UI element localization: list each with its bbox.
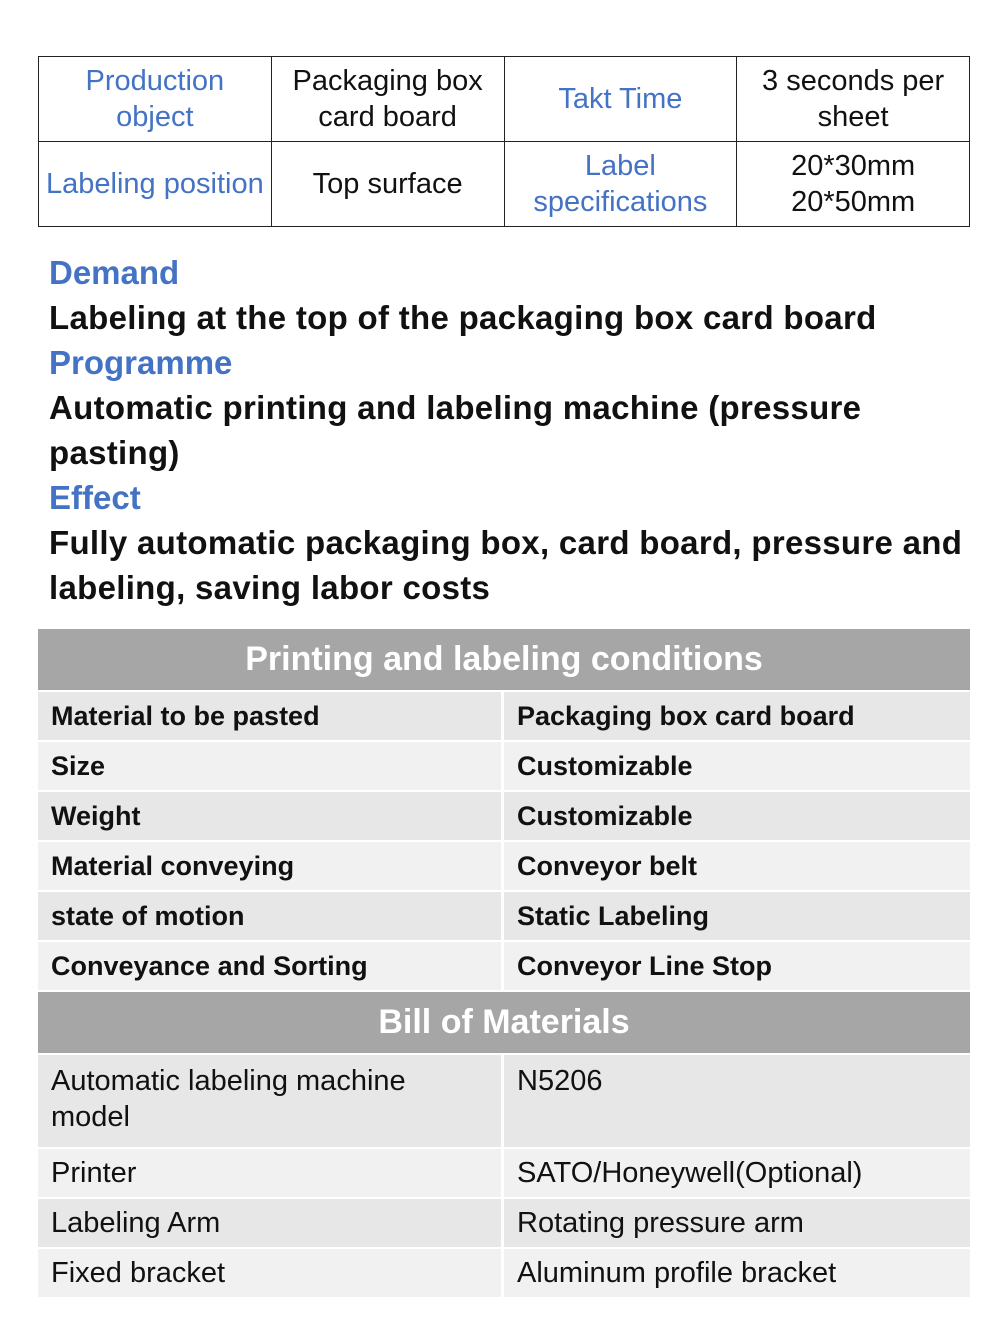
condition-value: Conveyor Line Stop bbox=[504, 942, 970, 992]
section-body: Labeling at the top of the packaging box card board bbox=[49, 299, 877, 336]
info-key-cell: Takt Time bbox=[504, 57, 737, 142]
condition-label: Weight bbox=[38, 792, 504, 842]
bom-spec: Aluminum profile bracket bbox=[504, 1249, 970, 1299]
info-key-cell: Label specifications bbox=[504, 142, 737, 227]
info-key-cell: Labeling position bbox=[39, 142, 272, 227]
condition-row bbox=[38, 692, 970, 742]
condition-label: Conveyance and Sorting bbox=[38, 942, 504, 992]
condition-label: Material conveying bbox=[38, 842, 504, 892]
bom-item: Fixed bracket bbox=[38, 1249, 504, 1299]
info-row bbox=[39, 142, 970, 227]
condition-value: Static Labeling bbox=[504, 892, 970, 942]
condition-label: Material to be pasted bbox=[38, 692, 504, 742]
bom-title: Bill of Materials bbox=[38, 992, 970, 1055]
section-body: Automatic printing and labeling machine (pressure pasting) bbox=[49, 389, 862, 471]
condition-row bbox=[38, 942, 970, 992]
bom-spec: SATO/Honeywell(Optional) bbox=[504, 1149, 970, 1199]
condition-value: Conveyor belt bbox=[504, 842, 970, 892]
section-heading: Programme bbox=[49, 344, 233, 381]
condition-label: Size bbox=[38, 742, 504, 792]
bom-item: Labeling Arm bbox=[38, 1199, 504, 1249]
condition-value: Packaging box card board bbox=[504, 692, 970, 742]
info-value-cell: Top surface bbox=[271, 142, 504, 227]
bom-row bbox=[38, 1055, 970, 1149]
section-heading: Effect bbox=[49, 479, 141, 516]
info-table bbox=[38, 56, 970, 227]
section-body: Fully automatic packaging box, card board, pressure and labeling, saving labor costs bbox=[49, 524, 963, 606]
info-value-cell: Packaging box card board bbox=[271, 57, 504, 142]
info-key-cell: Production object bbox=[39, 57, 272, 142]
condition-row bbox=[38, 792, 970, 842]
condition-row bbox=[38, 742, 970, 792]
bom-item: Printer bbox=[38, 1149, 504, 1199]
info-row bbox=[39, 57, 970, 142]
condition-value: Customizable bbox=[504, 792, 970, 842]
conditions-table bbox=[38, 629, 970, 1299]
bom-row bbox=[38, 1199, 970, 1249]
info-value-cell: 20*30mm 20*50mm bbox=[737, 142, 970, 227]
conditions-band bbox=[38, 629, 970, 692]
conditions-title: Printing and labeling conditions bbox=[38, 629, 970, 692]
bom-row bbox=[38, 1149, 970, 1199]
bom-band bbox=[38, 992, 970, 1055]
sections bbox=[49, 250, 979, 610]
condition-row bbox=[38, 892, 970, 942]
condition-row bbox=[38, 842, 970, 892]
bom-spec: N5206 bbox=[504, 1055, 970, 1149]
condition-label: state of motion bbox=[38, 892, 504, 942]
condition-value: Customizable bbox=[504, 742, 970, 792]
bom-row bbox=[38, 1249, 970, 1299]
section-heading: Demand bbox=[49, 254, 180, 291]
bom-spec: Rotating pressure arm bbox=[504, 1199, 970, 1249]
bom-item: Automatic labeling machine model bbox=[38, 1055, 504, 1149]
info-value-cell: 3 seconds per sheet bbox=[737, 57, 970, 142]
